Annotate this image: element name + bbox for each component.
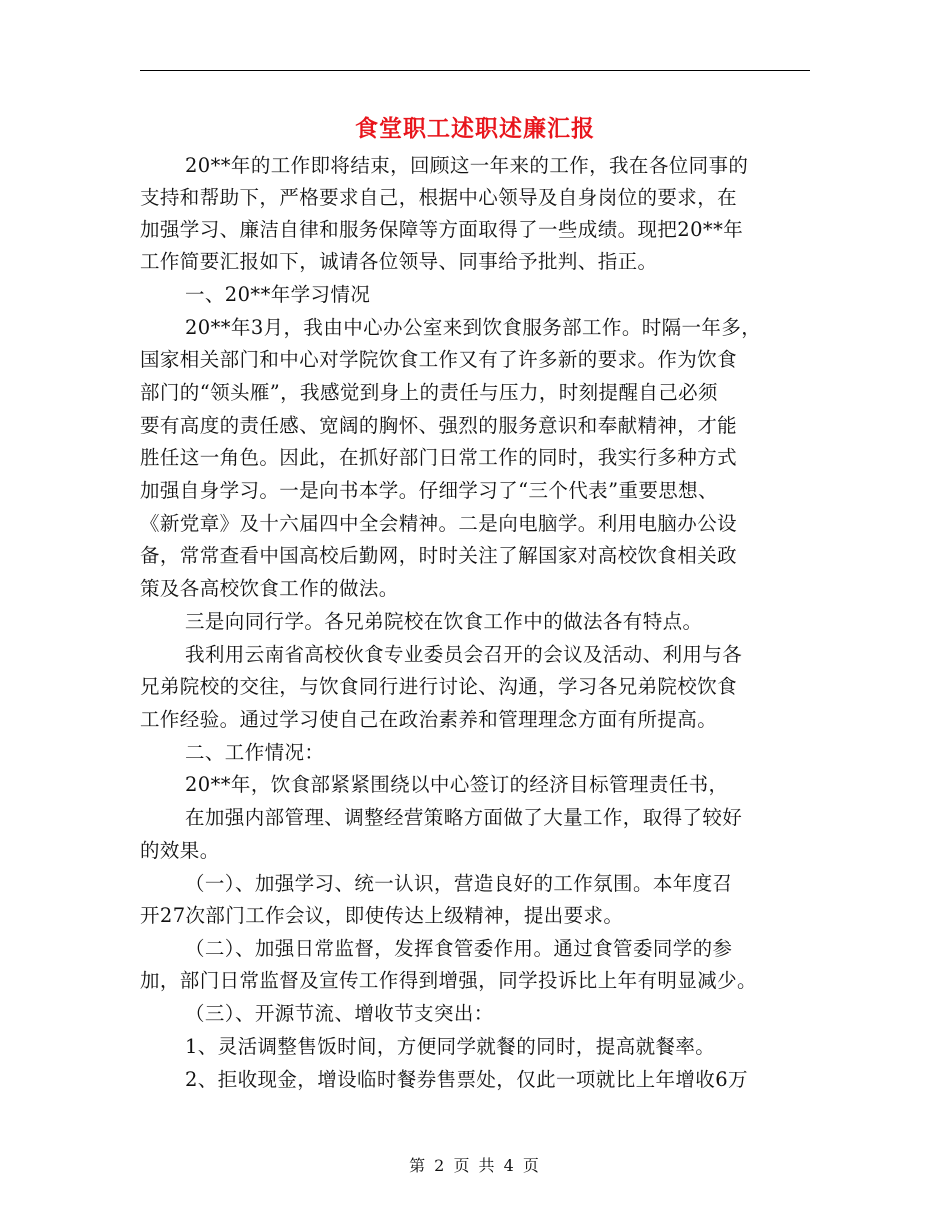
paragraph-line: 开27次部门工作会议，即使传达上级精神，提出要求。 bbox=[140, 904, 624, 927]
document-title: 食堂职工述职述廉汇报 bbox=[355, 116, 595, 142]
paragraph-line: 三是向同行学。各兄弟院校在饮食工作中的做法各有特点。 bbox=[185, 610, 703, 633]
paragraph-line: 《新党章》及十六届四中全会精神。二是向电脑学。利用电脑办公设 bbox=[140, 512, 738, 535]
paragraph-line: 加强学习、廉洁自律和服务保障等方面取得了一些成绩。现把20**年 bbox=[140, 218, 744, 241]
paragraph-line: 支持和帮助下，严格要求自己，根据中心领导及自身岗位的要求，在 bbox=[140, 186, 738, 209]
paragraph-line: （一）、加强学习、统一认识，营造良好的工作氛围。本年度召 bbox=[185, 872, 733, 895]
header-rule bbox=[140, 70, 810, 71]
paragraph-line: 1、灵活调整售饭时间，方便同学就餐的同时，提高就餐率。 bbox=[185, 1035, 716, 1058]
paragraph-line: 20**年，饮食部紧紧围绕以中心签订的经济目标管理责任书， bbox=[185, 773, 729, 796]
page-number: 第 2 页 共 4 页 bbox=[409, 1156, 541, 1175]
paragraph-line: 2、拒收现金，增设临时餐券售票处，仅此一项就比上年增收6万 bbox=[185, 1068, 748, 1091]
paragraph-line: 的效果。 bbox=[140, 839, 220, 862]
paragraph-line: （三）、开源节流、增收节支突出： bbox=[185, 1002, 494, 1025]
paragraph-line: 在加强内部管理、调整经营策略方面做了大量工作，取得了较好 bbox=[185, 806, 743, 829]
paragraph-line: 加强自身学习。一是向书本学。仔细学习了“三个代表”重要思想、 bbox=[140, 479, 718, 502]
paragraph-line: 策及各高校饮食工作的做法。 bbox=[140, 577, 399, 600]
paragraph-line: 兄弟院校的交往，与饮食同行进行讨论、沟通，学习各兄弟院校饮食 bbox=[140, 675, 738, 698]
paragraph-line: 备，常常查看中国高校后勤网，时时关注了解国家对高校饮食相关政 bbox=[140, 544, 738, 567]
paragraph-line: 我利用云南省高校伙食专业委员会召开的会议及活动、利用与各 bbox=[185, 643, 743, 666]
paragraph-line: （二）、加强日常监督，发挥食管委作用。通过食管委同学的参 bbox=[185, 937, 733, 960]
paragraph-line: 20**年3月，我由中心办公室来到饮食服务部工作。时隔一年多， bbox=[185, 316, 762, 339]
paragraph-line: 工作经验。通过学习使自己在政治素养和管理理念方面有所提高。 bbox=[140, 708, 718, 731]
paragraph-line: 部门的“领头雁”，我感觉到身上的责任与压力，时刻提醒自己必须 bbox=[140, 381, 718, 404]
paragraph-line: 胜任这一角色。因此，在抓好部门日常工作的同时，我实行多种方式 bbox=[140, 446, 738, 469]
paragraph-line: 工作简要汇报如下，诚请各位领导、同事给予批判、指正。 bbox=[140, 250, 658, 273]
paragraph-line: 要有高度的责任感、宽阔的胸怀、强烈的服务意识和奉献精神，才能 bbox=[140, 414, 738, 437]
paragraph-line: 20**年的工作即将结束，回顾这一年来的工作，我在各位同事的 bbox=[185, 154, 749, 177]
paragraph-line: 加，部门日常监督及宣传工作得到增强，同学投诉比上年有明显减少。 bbox=[140, 969, 757, 992]
section-heading: 一、20**年学习情况 bbox=[185, 283, 371, 306]
paragraph-line: 国家相关部门和中心对学院饮食工作又有了许多新的要求。作为饮食 bbox=[140, 348, 738, 371]
section-heading: 二、工作情况： bbox=[185, 741, 325, 764]
